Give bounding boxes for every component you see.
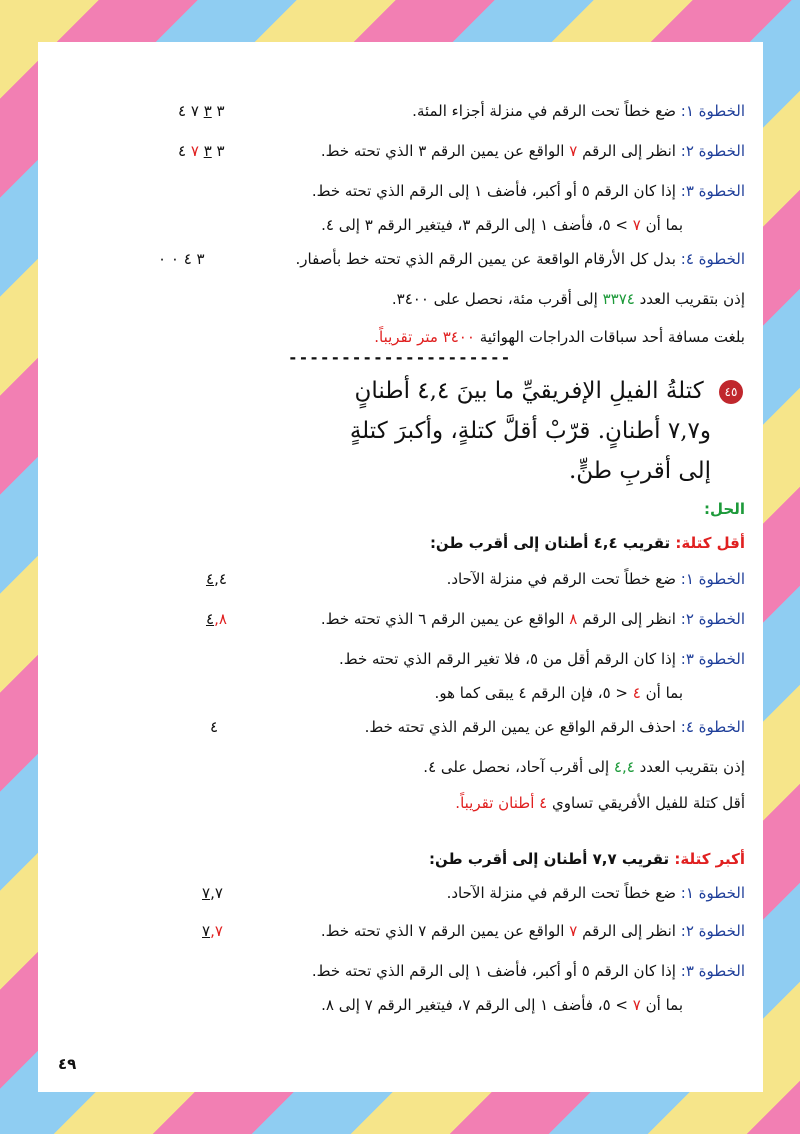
- solution-label: الحل:: [704, 500, 745, 518]
- conclusion: [58, 290, 745, 308]
- step-text: ضع خطاً تحت الرقم في منزلة الآحاد.: [446, 884, 676, 902]
- min-step-4: [58, 718, 745, 736]
- conclusion-number: ٤,٤: [613, 758, 635, 776]
- max-step-1: [58, 884, 745, 902]
- step-label: الخطوة ٣:: [680, 182, 745, 200]
- step-label: الخطوة ١:: [680, 884, 745, 902]
- min-step-1-number: [206, 570, 227, 588]
- section-title: أقل كتلة:: [675, 534, 745, 552]
- step-text: انظر إلى الرقم: [582, 610, 676, 628]
- max-step-2-number: [202, 922, 223, 940]
- digit: ,٧: [210, 884, 223, 902]
- final-text: أقل كتلة للفيل الأفريقي تساوي: [551, 794, 745, 812]
- min-step-3-sub: [58, 684, 683, 702]
- sub-text: بما أن: [645, 996, 683, 1014]
- highlight-digit: ٧: [632, 216, 641, 234]
- conclusion-text: إذن بتقريب العدد: [639, 758, 745, 776]
- conclusion-text: إلى أقرب آحاد، نحصل على ٤.: [423, 758, 610, 776]
- step-text: ضع خطاً تحت الرقم في منزلة أجزاء المئة.: [412, 102, 676, 120]
- problem-line-1: [354, 378, 743, 404]
- digit-underlined: ٣: [203, 142, 212, 160]
- step-3-sub: [58, 216, 683, 234]
- problem-text: كتلةُ الفيلِ الإفريقيِّ ما بينَ ٤,٤ أطنانٍ: [354, 378, 704, 404]
- max-step-3: [58, 962, 745, 980]
- min-final: [58, 794, 745, 812]
- step-text: انظر إلى الرقم: [582, 922, 676, 940]
- section-title: أكبر كتلة:: [674, 850, 745, 868]
- step-text: الواقع عن يمين الرقم ٣ الذي تحته خط.: [320, 142, 565, 160]
- sub-text: > ٥، فأضف ١ إلى الرقم ٣، فيتغير الرقم ٣ إلى ٤.: [321, 216, 628, 234]
- digit: ,٤: [214, 570, 227, 588]
- max-step-2: [58, 922, 745, 940]
- min-step-4-number: ٤: [210, 718, 219, 736]
- step-text: انظر إلى الرقم: [582, 142, 676, 160]
- digit: ٧: [190, 102, 199, 120]
- separator: ---------------------: [288, 348, 512, 367]
- step-2-number: [160, 142, 225, 160]
- digit: ٤: [178, 142, 187, 160]
- min-step-1: [58, 570, 745, 588]
- step-label: الخطوة ٣:: [680, 962, 745, 980]
- min-step-3: [58, 650, 745, 668]
- step-4-number: ٣ ٤ ٠ ٠: [158, 250, 205, 268]
- digit-red: ,٨: [214, 610, 227, 628]
- highlight-digit: ٧: [632, 996, 641, 1014]
- step-label: الخطوة ١:: [680, 102, 745, 120]
- final-text: بلغت مسافة أحد سباقات الدراجات الهوائية: [479, 328, 745, 346]
- sub-text: بما أن: [645, 684, 683, 702]
- step-text: إذا كان الرقم ٥ أو أكبر، فأضف ١ إلى الرقم الذي تحته خط.: [311, 182, 676, 200]
- digit-underlined: ٣: [203, 102, 212, 120]
- highlight-digit: ٨: [569, 610, 578, 628]
- digit: ٣: [216, 142, 225, 160]
- page-number: ٤٩: [58, 1055, 77, 1073]
- digit-underlined: ٤: [206, 610, 215, 628]
- step-label: الخطوة ٣:: [680, 650, 745, 668]
- step-label: الخطوة ٢:: [680, 610, 745, 628]
- step-label: الخطوة ٢:: [680, 142, 745, 160]
- problem-number-badge: ٤٥: [719, 380, 743, 404]
- max-step-3-sub: [58, 996, 683, 1014]
- digit-underlined: ٧: [202, 922, 211, 940]
- step-label: الخطوة ١:: [680, 570, 745, 588]
- digit-underlined: ٧: [202, 884, 211, 902]
- step-text: الواقع عن يمين الرقم ٧ الذي تحته خط.: [320, 922, 565, 940]
- problem-line-3: إلى أقربِ طنٍّ.: [568, 458, 711, 484]
- step-text: إذا كان الرقم ٥ أو أكبر، فأضف ١ إلى الرقم الذي تحته خط.: [311, 962, 676, 980]
- final-value: ٣٤٠٠ متر تقريباً.: [374, 328, 475, 346]
- final-answer: [58, 328, 745, 346]
- step-label: الخطوة ٢:: [680, 922, 745, 940]
- max-step-1-number: [202, 884, 223, 902]
- final-value: ٤ أطنان تقريباً.: [455, 794, 548, 812]
- sub-text: < ٥، فإن الرقم ٤ يبقى كما هو.: [434, 684, 628, 702]
- min-step-2-number: [206, 610, 227, 628]
- step-text: الواقع عن يمين الرقم ٦ الذي تحته خط.: [320, 610, 565, 628]
- min-title: [58, 534, 745, 552]
- page-sheet: [38, 42, 763, 1092]
- digit-underlined: ٤: [206, 570, 215, 588]
- digit: ٣: [216, 102, 225, 120]
- digit: ٤: [178, 102, 187, 120]
- highlight-digit: ٧: [569, 922, 578, 940]
- digit-red: ٧: [190, 142, 199, 160]
- min-conclusion: [58, 758, 745, 776]
- highlight-digit: ٤: [632, 684, 641, 702]
- step-label: الخطوة ٤:: [680, 250, 745, 268]
- step-text: احذف الرقم الواقع عن يمين الرقم الذي تحته خط.: [364, 718, 676, 736]
- conclusion-text: إلى أقرب مئة، نحصل على ٣٤٠٠.: [391, 290, 598, 308]
- sub-text: > ٥، فأضف ١ إلى الرقم ٧، فيتغير الرقم ٧ إلى ٨.: [321, 996, 628, 1014]
- min-step-2: [58, 610, 745, 628]
- conclusion-number: ٣٣٧٤: [602, 290, 635, 308]
- sub-text: بما أن: [645, 216, 683, 234]
- max-title: [58, 850, 745, 868]
- step-text: بدل كل الأرقام الواقعة عن يمين الرقم الذي تحته خط بأصفار.: [295, 250, 676, 268]
- step-1-number: [160, 102, 225, 120]
- section-subtitle: تقريب ٧,٧ أطنان إلى أقرب طن:: [428, 850, 670, 868]
- step-3-row: [58, 182, 745, 200]
- digit-red: ,٧: [210, 922, 223, 940]
- step-text: ضع خطاً تحت الرقم في منزلة الآحاد.: [446, 570, 676, 588]
- section-subtitle: تقريب ٤,٤ أطنان إلى أقرب طن:: [429, 534, 671, 552]
- step-text: إذا كان الرقم أقل من ٥، فلا تغير الرقم الذي تحته خط.: [339, 650, 676, 668]
- conclusion-text: إذن بتقريب العدد: [639, 290, 745, 308]
- step-label: الخطوة ٤:: [680, 718, 745, 736]
- highlight-digit: ٧: [569, 142, 578, 160]
- problem-line-2: و٧,٧ أطنانٍ. قرّبْ أقلَّ كتلةٍ، وأكبرَ كتلةٍ: [349, 418, 711, 444]
